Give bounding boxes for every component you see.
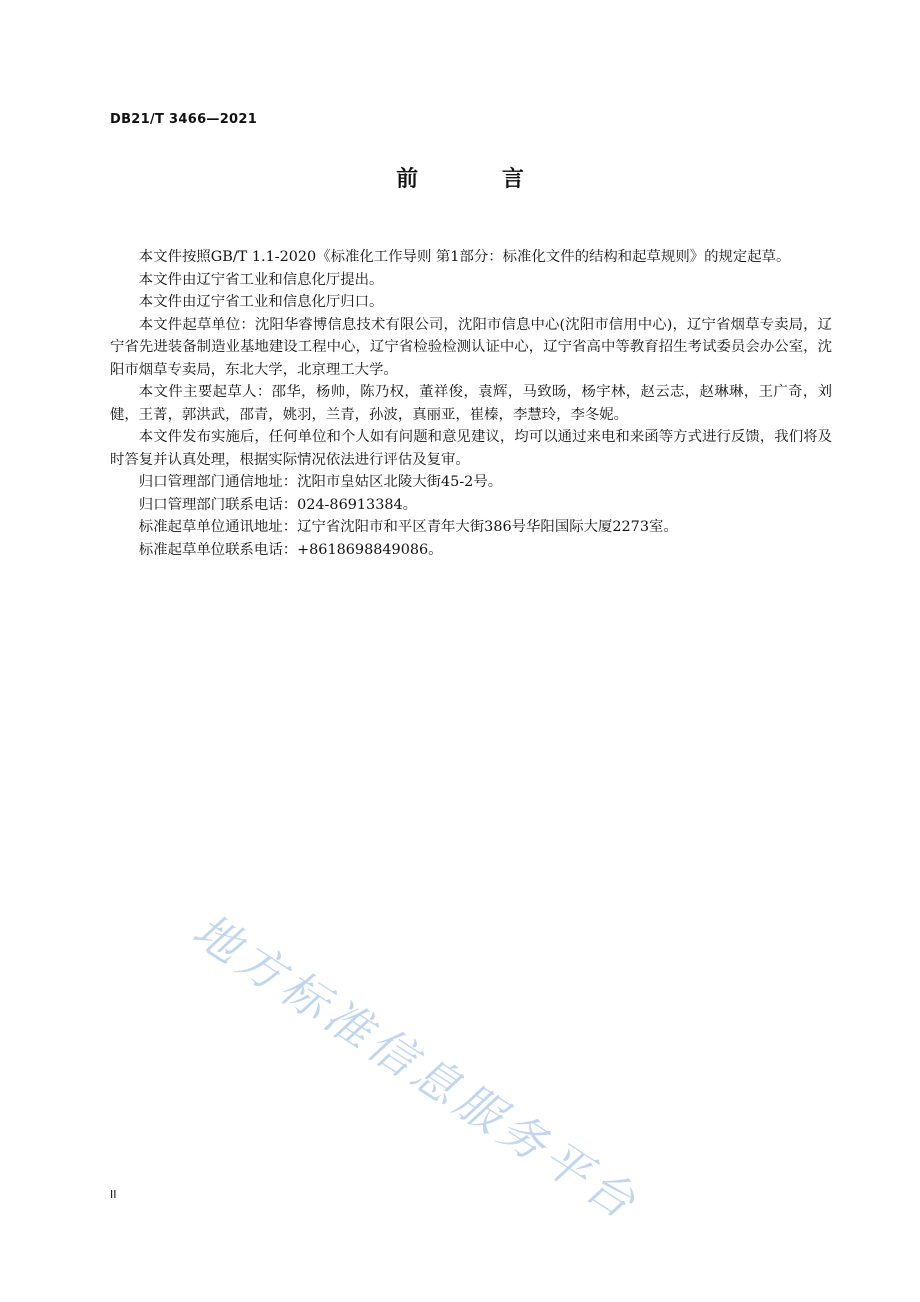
paragraph-proposed-by: 本文件由辽宁省工业和信息化厅提出。 xyxy=(138,271,384,288)
page-title: 前 言 xyxy=(396,167,562,192)
paragraph-managing-phone: 归口管理部门联系电话：024-86913384。 xyxy=(138,496,418,513)
document-code: DB21/T 3466—2021 xyxy=(110,112,258,127)
page-number: II xyxy=(110,1188,117,1201)
paragraph-drafting-rules: 本文件按照GB/T 1.1-2020《标准化工作导则 第1部分：标准化文件的结构和起草规则》的规定起草。 xyxy=(138,249,791,265)
paragraph-drafting-phone: 标准起草单位联系电话：+8618698849086。 xyxy=(138,541,443,558)
paragraph-feedback: 本文件发布实施后，任何单位和个人如有问题和意见建议，均可以通过来电和来函等方式进行反馈，我们将及时答复并认真处理，根据实际情况依法进行评估及复审。 xyxy=(110,429,832,468)
paragraph-drafting-units: 本文件起草单位：沈阳华睿博信息技术有限公司，沈阳市信息中心(沈阳市信用中心)，辽宁省烟草专卖局，辽宁省先进装备制造业基地建设工程中心，辽宁省检验检测认证中心，辽宁省高中等教育招生考试委员会办公室，沈阳市烟草专卖局，东北大学，北京理工大学。 xyxy=(110,316,832,378)
paragraph-managing-address: 归口管理部门通信地址：沈阳市皇姑区北陵大街45-2号。 xyxy=(138,474,503,490)
paragraph-drafting-address: 标准起草单位通讯地址：辽宁省沈阳市和平区青年大街386号华阳国际大厦2273室。 xyxy=(138,519,678,535)
paragraph-main-drafters: 本文件主要起草人：邵华，杨帅，陈乃权，董祥俊，袁辉，马致旸，杨宇林，赵云志，赵琳琳，王广奇，刘健，王菁，郭洪武，邵青，姚羽，兰青，孙波，真丽亚，崔榛，李慧玲，李冬妮。 xyxy=(110,384,832,423)
paragraph-managed-by: 本文件由辽宁省工业和信息化厅归口。 xyxy=(138,294,384,310)
watermark: 地方标准信息服务平台 xyxy=(183,902,650,1232)
preface-body xyxy=(110,246,832,561)
